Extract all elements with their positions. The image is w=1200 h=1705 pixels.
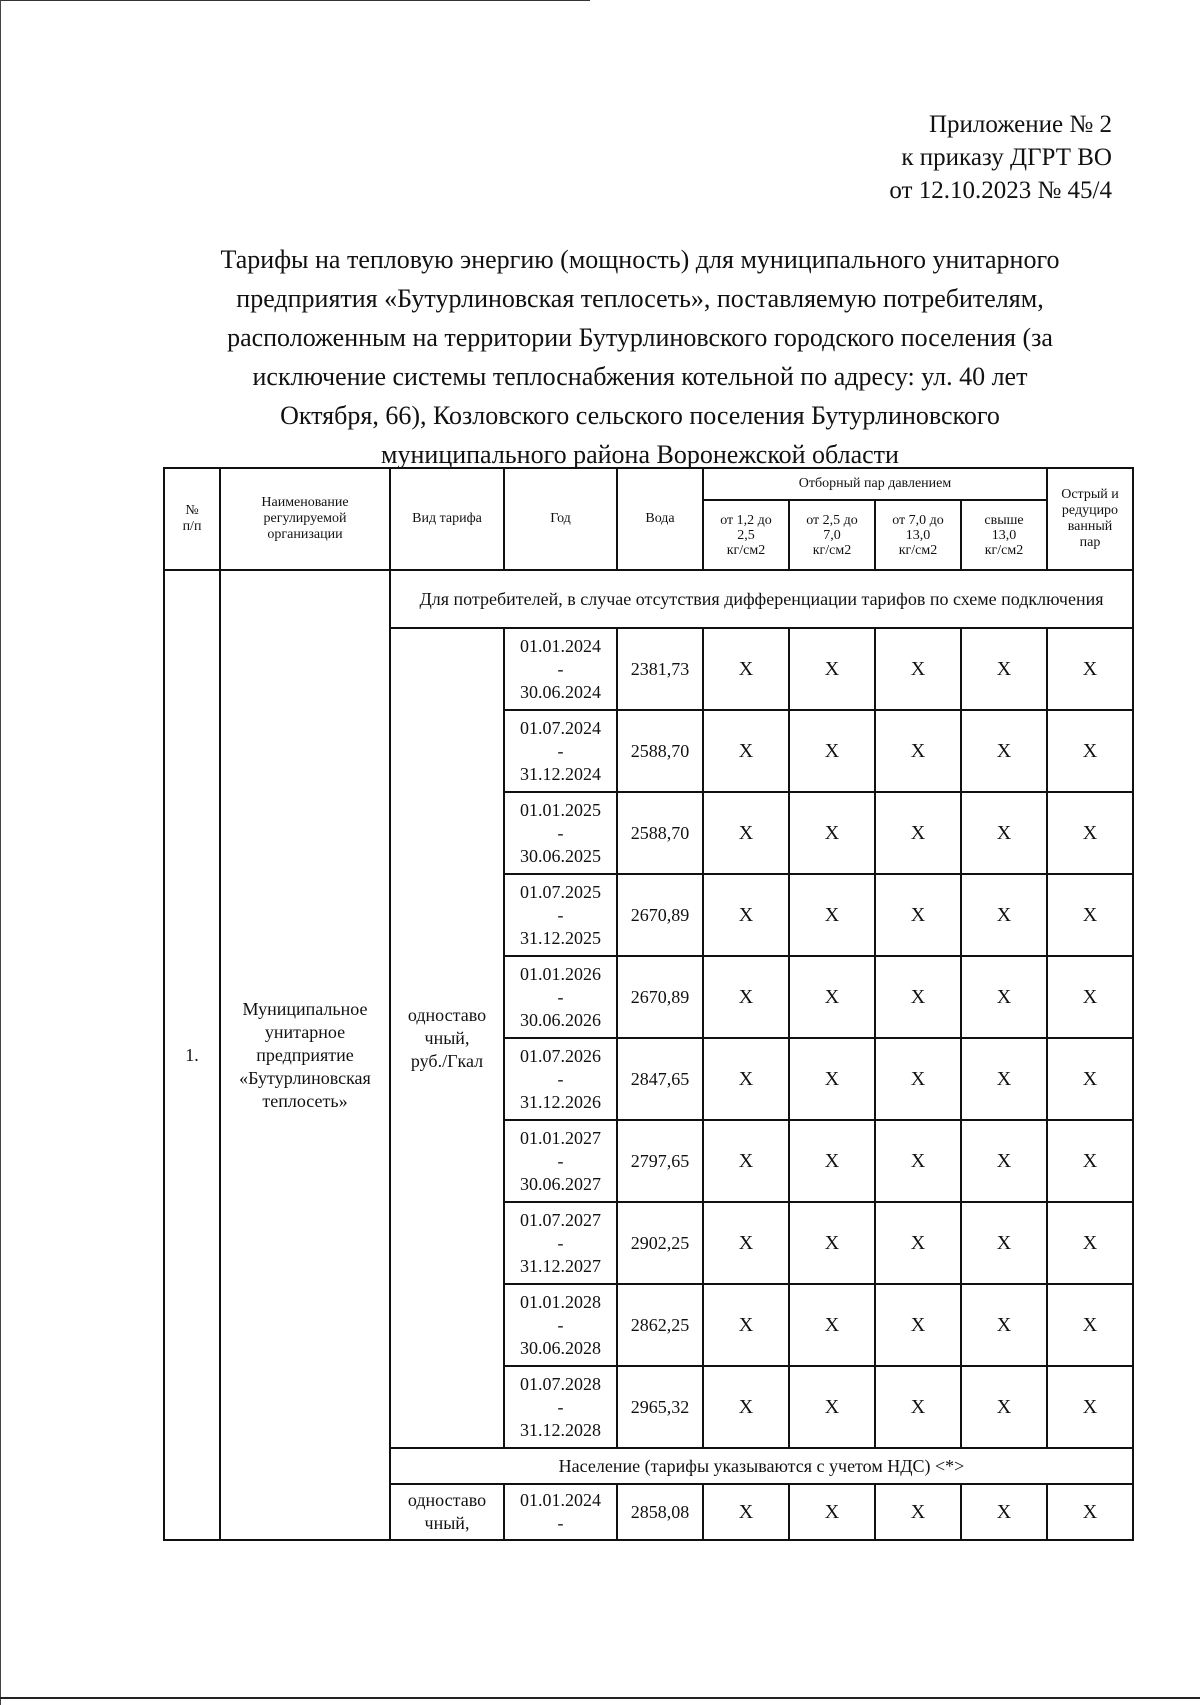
header-steam-4-line-1: свыше xyxy=(984,512,1024,528)
steam-1-cell: X xyxy=(703,874,789,956)
header-steam-3-line-2: 13,0 xyxy=(905,527,931,543)
steam-4-cell: X xyxy=(961,1202,1047,1284)
sharp-steam-cell: X xyxy=(1047,874,1133,956)
period-cell xyxy=(504,1484,617,1540)
steam-1-cell: X xyxy=(703,956,789,1038)
sharp-steam-cell: X xyxy=(1047,1366,1133,1448)
tariff-type-cell xyxy=(390,628,504,1448)
steam-3-cell: X xyxy=(875,1120,961,1202)
period-dash: - xyxy=(557,1314,564,1335)
steam-4-cell: X xyxy=(961,956,1047,1038)
title-line-3: расположенным на территории Бутурлиновского городского поселения (за xyxy=(227,323,1053,352)
steam-2-cell: X xyxy=(789,956,875,1038)
header-water: Вода xyxy=(617,468,703,570)
period-dash: - xyxy=(557,822,564,843)
water-tariff-cell: 2965,32 xyxy=(617,1366,703,1448)
steam-3-cell: X xyxy=(875,1038,961,1120)
water-tariff-cell: 2670,89 xyxy=(617,874,703,956)
period-to: 31.12.2028 xyxy=(520,1419,601,1440)
header-tariff-type: Вид тарифа xyxy=(390,468,504,570)
period-from: 01.07.2025 xyxy=(520,881,601,902)
steam-4-cell: X xyxy=(961,1284,1047,1366)
tariff-type-line-3: руб./Гкал xyxy=(410,1050,484,1071)
period-cell xyxy=(504,628,617,710)
period-from: 01.01.2027 xyxy=(520,1127,601,1148)
steam-2-cell: X xyxy=(789,1284,875,1366)
title-line-2: предприятия «Бутурлиновская теплосеть», поставляемую потребителям, xyxy=(236,284,1044,313)
document-title xyxy=(150,240,1130,474)
section-heading-general: Для потребителей, в случае отсутствия дифференциации тарифов по схеме подключения xyxy=(390,570,1133,628)
steam-4-cell: X xyxy=(961,792,1047,874)
annex-line-3: от 12.10.2023 № 45/4 xyxy=(889,177,1112,204)
period-from: 01.01.2028 xyxy=(520,1291,601,1312)
steam-3-cell: X xyxy=(875,792,961,874)
sharp-steam-cell: X xyxy=(1047,1120,1133,1202)
period-to: 30.06.2025 xyxy=(520,845,601,866)
annex-line-2: к приказу ДГРТ ВО xyxy=(901,144,1112,171)
annex-line-1: Приложение № 2 xyxy=(928,111,1112,138)
water-tariff-cell: 2858,08 xyxy=(617,1484,703,1540)
steam-1-cell: X xyxy=(703,710,789,792)
period-to: 31.12.2026 xyxy=(520,1091,601,1112)
steam-4-cell: X xyxy=(961,1366,1047,1448)
sharp-steam-cell: X xyxy=(1047,956,1133,1038)
header-steam-2-line-3: кг/см2 xyxy=(812,542,852,558)
header-org-line-1: Наименование xyxy=(261,495,349,510)
steam-1-cell: X xyxy=(703,1284,789,1366)
steam-2-cell: X xyxy=(789,1484,875,1540)
period-cell xyxy=(504,1366,617,1448)
period-from: 01.07.2024 xyxy=(520,717,601,738)
steam-4-cell: X xyxy=(961,1484,1047,1540)
header-org-line-2: регулируемой xyxy=(263,511,347,526)
page-edge-bottom xyxy=(0,1697,1200,1699)
row-number: 1. xyxy=(164,570,220,1540)
water-tariff-cell: 2670,89 xyxy=(617,956,703,1038)
tariff-type-cell xyxy=(390,1484,504,1540)
period-from: 01.01.2025 xyxy=(520,799,601,820)
steam-4-cell: X xyxy=(961,874,1047,956)
organization-line-3: предприятие xyxy=(256,1044,354,1065)
steam-2-cell: X xyxy=(789,1202,875,1284)
header-sharp-line-1: Острый и xyxy=(1061,487,1119,502)
period-from: 01.07.2027 xyxy=(520,1209,601,1230)
header-steam-2-line-2: 7,0 xyxy=(823,527,841,543)
title-line-4: исключение системы теплоснабжения котельной по адресу: ул. 40 лет xyxy=(252,362,1028,391)
period-dash: - xyxy=(557,1150,564,1171)
sharp-steam-cell: X xyxy=(1047,1484,1133,1540)
period-dash: - xyxy=(557,658,564,679)
period-dash: - xyxy=(557,1513,564,1533)
header-org-line-3: организации xyxy=(267,527,343,542)
steam-1-cell: X xyxy=(703,1366,789,1448)
steam-3-cell: X xyxy=(875,956,961,1038)
header-steam-1-line-2: 2,5 xyxy=(737,527,755,543)
steam-2-cell: X xyxy=(789,710,875,792)
header-steam-2 xyxy=(789,500,875,570)
period-cell xyxy=(504,710,617,792)
water-tariff-cell: 2588,70 xyxy=(617,792,703,874)
tariff-type-line-1: одноставо xyxy=(407,1004,487,1025)
steam-2-cell: X xyxy=(789,792,875,874)
steam-4-cell: X xyxy=(961,710,1047,792)
header-steam-1-line-1: от 1,2 до xyxy=(720,512,772,528)
period-cell xyxy=(504,1284,617,1366)
organization-line-1: Муниципальное xyxy=(242,998,368,1019)
tariff-type-line-2: чный, xyxy=(424,1027,470,1048)
sharp-steam-cell: X xyxy=(1047,710,1133,792)
header-organization xyxy=(220,468,390,570)
header-steam-3-line-1: от 7,0 до xyxy=(892,512,944,528)
period-from: 01.07.2026 xyxy=(520,1045,601,1066)
steam-2-cell: X xyxy=(789,874,875,956)
header-steam-3 xyxy=(875,500,961,570)
header-steam-4-line-2: 13,0 xyxy=(991,527,1017,543)
steam-3-cell: X xyxy=(875,1284,961,1366)
header-steam-2-line-1: от 2,5 до xyxy=(806,512,858,528)
title-line-5: Октября, 66), Козловского сельского поселения Бутурлиновского xyxy=(280,401,1000,430)
period-cell xyxy=(504,1038,617,1120)
period-to: 31.12.2024 xyxy=(520,763,601,784)
steam-3-cell: X xyxy=(875,1366,961,1448)
header-steam-4-line-3: кг/см2 xyxy=(984,542,1024,558)
section-heading-population: Население (тарифы указываются с учетом НДС) <*> xyxy=(390,1448,1133,1484)
period-cell xyxy=(504,956,617,1038)
header-number-line-1: № xyxy=(185,503,199,518)
steam-3-cell: X xyxy=(875,710,961,792)
header-year: Год xyxy=(504,468,617,570)
title-line-1: Тарифы на тепловую энергию (мощность) для муниципального унитарного xyxy=(220,245,1060,274)
steam-1-cell: X xyxy=(703,628,789,710)
period-from: 01.01.2024 xyxy=(520,635,601,656)
steam-4-cell: X xyxy=(961,1120,1047,1202)
organization-name xyxy=(220,570,390,1540)
header-number-line-2: п/п xyxy=(182,519,202,534)
period-cell xyxy=(504,792,617,874)
tariff-type-line-1: одноставо xyxy=(407,1490,487,1510)
period-dash: - xyxy=(557,904,564,925)
header-sharp-line-3: ванный xyxy=(1067,519,1113,534)
water-tariff-cell: 2381,73 xyxy=(617,628,703,710)
header-steam-1 xyxy=(703,500,789,570)
steam-1-cell: X xyxy=(703,1120,789,1202)
tariff-type-line-2: чный, xyxy=(424,1513,470,1533)
water-tariff-cell: 2902,25 xyxy=(617,1202,703,1284)
sharp-steam-cell: X xyxy=(1047,628,1133,710)
sharp-steam-cell: X xyxy=(1047,1202,1133,1284)
header-number xyxy=(164,468,220,570)
page-edge-left xyxy=(0,0,1,1705)
water-tariff-cell: 2847,65 xyxy=(617,1038,703,1120)
steam-3-cell: X xyxy=(875,874,961,956)
steam-1-cell: X xyxy=(703,1038,789,1120)
steam-1-cell: X xyxy=(703,1484,789,1540)
period-cell xyxy=(504,1120,617,1202)
period-to: 30.06.2028 xyxy=(520,1337,601,1358)
period-cell xyxy=(504,1202,617,1284)
steam-1-cell: X xyxy=(703,1202,789,1284)
header-sharp-steam xyxy=(1047,468,1133,570)
organization-line-5: теплосеть» xyxy=(262,1090,348,1111)
page-edge-top xyxy=(0,0,590,1)
steam-4-cell: X xyxy=(961,1038,1047,1120)
organization-line-2: унитарное xyxy=(264,1021,346,1042)
annex-block xyxy=(889,108,1112,207)
steam-2-cell: X xyxy=(789,1366,875,1448)
period-to: 31.12.2027 xyxy=(520,1255,601,1276)
header-steam-4 xyxy=(961,500,1047,570)
steam-3-cell: X xyxy=(875,628,961,710)
period-from: 01.07.2028 xyxy=(520,1373,601,1394)
sharp-steam-cell: X xyxy=(1047,1038,1133,1120)
header-steam-group: Отборный пар давлением xyxy=(703,468,1047,500)
steam-3-cell: X xyxy=(875,1202,961,1284)
header-sharp-line-4: пар xyxy=(1079,535,1101,550)
period-to: 30.06.2027 xyxy=(520,1173,601,1194)
water-tariff-cell: 2797,65 xyxy=(617,1120,703,1202)
header-sharp-line-2: редуциро xyxy=(1061,503,1119,518)
header-steam-1-line-3: кг/см2 xyxy=(726,542,766,558)
steam-4-cell: X xyxy=(961,628,1047,710)
period-dash: - xyxy=(557,1232,564,1253)
period-dash: - xyxy=(557,740,564,761)
organization-line-4: «Бутурлиновская xyxy=(239,1067,371,1088)
water-tariff-cell: 2862,25 xyxy=(617,1284,703,1366)
period-dash: - xyxy=(557,986,564,1007)
title-line-6: муниципального района Воронежской области xyxy=(381,440,899,469)
period-to: 31.12.2025 xyxy=(520,927,601,948)
period-cell xyxy=(504,874,617,956)
period-dash: - xyxy=(557,1068,564,1089)
tariff-table xyxy=(163,467,1134,1541)
period-from: 01.01.2026 xyxy=(520,963,601,984)
steam-2-cell: X xyxy=(789,628,875,710)
steam-3-cell: X xyxy=(875,1484,961,1540)
sharp-steam-cell: X xyxy=(1047,1284,1133,1366)
sharp-steam-cell: X xyxy=(1047,792,1133,874)
steam-2-cell: X xyxy=(789,1038,875,1120)
period-to: 30.06.2026 xyxy=(520,1009,601,1030)
period-dash: - xyxy=(557,1396,564,1417)
header-steam-3-line-3: кг/см2 xyxy=(898,542,938,558)
period-to: 30.06.2024 xyxy=(520,681,601,702)
steam-1-cell: X xyxy=(703,792,789,874)
water-tariff-cell: 2588,70 xyxy=(617,710,703,792)
steam-2-cell: X xyxy=(789,1120,875,1202)
period-from: 01.01.2024 xyxy=(520,1490,601,1510)
